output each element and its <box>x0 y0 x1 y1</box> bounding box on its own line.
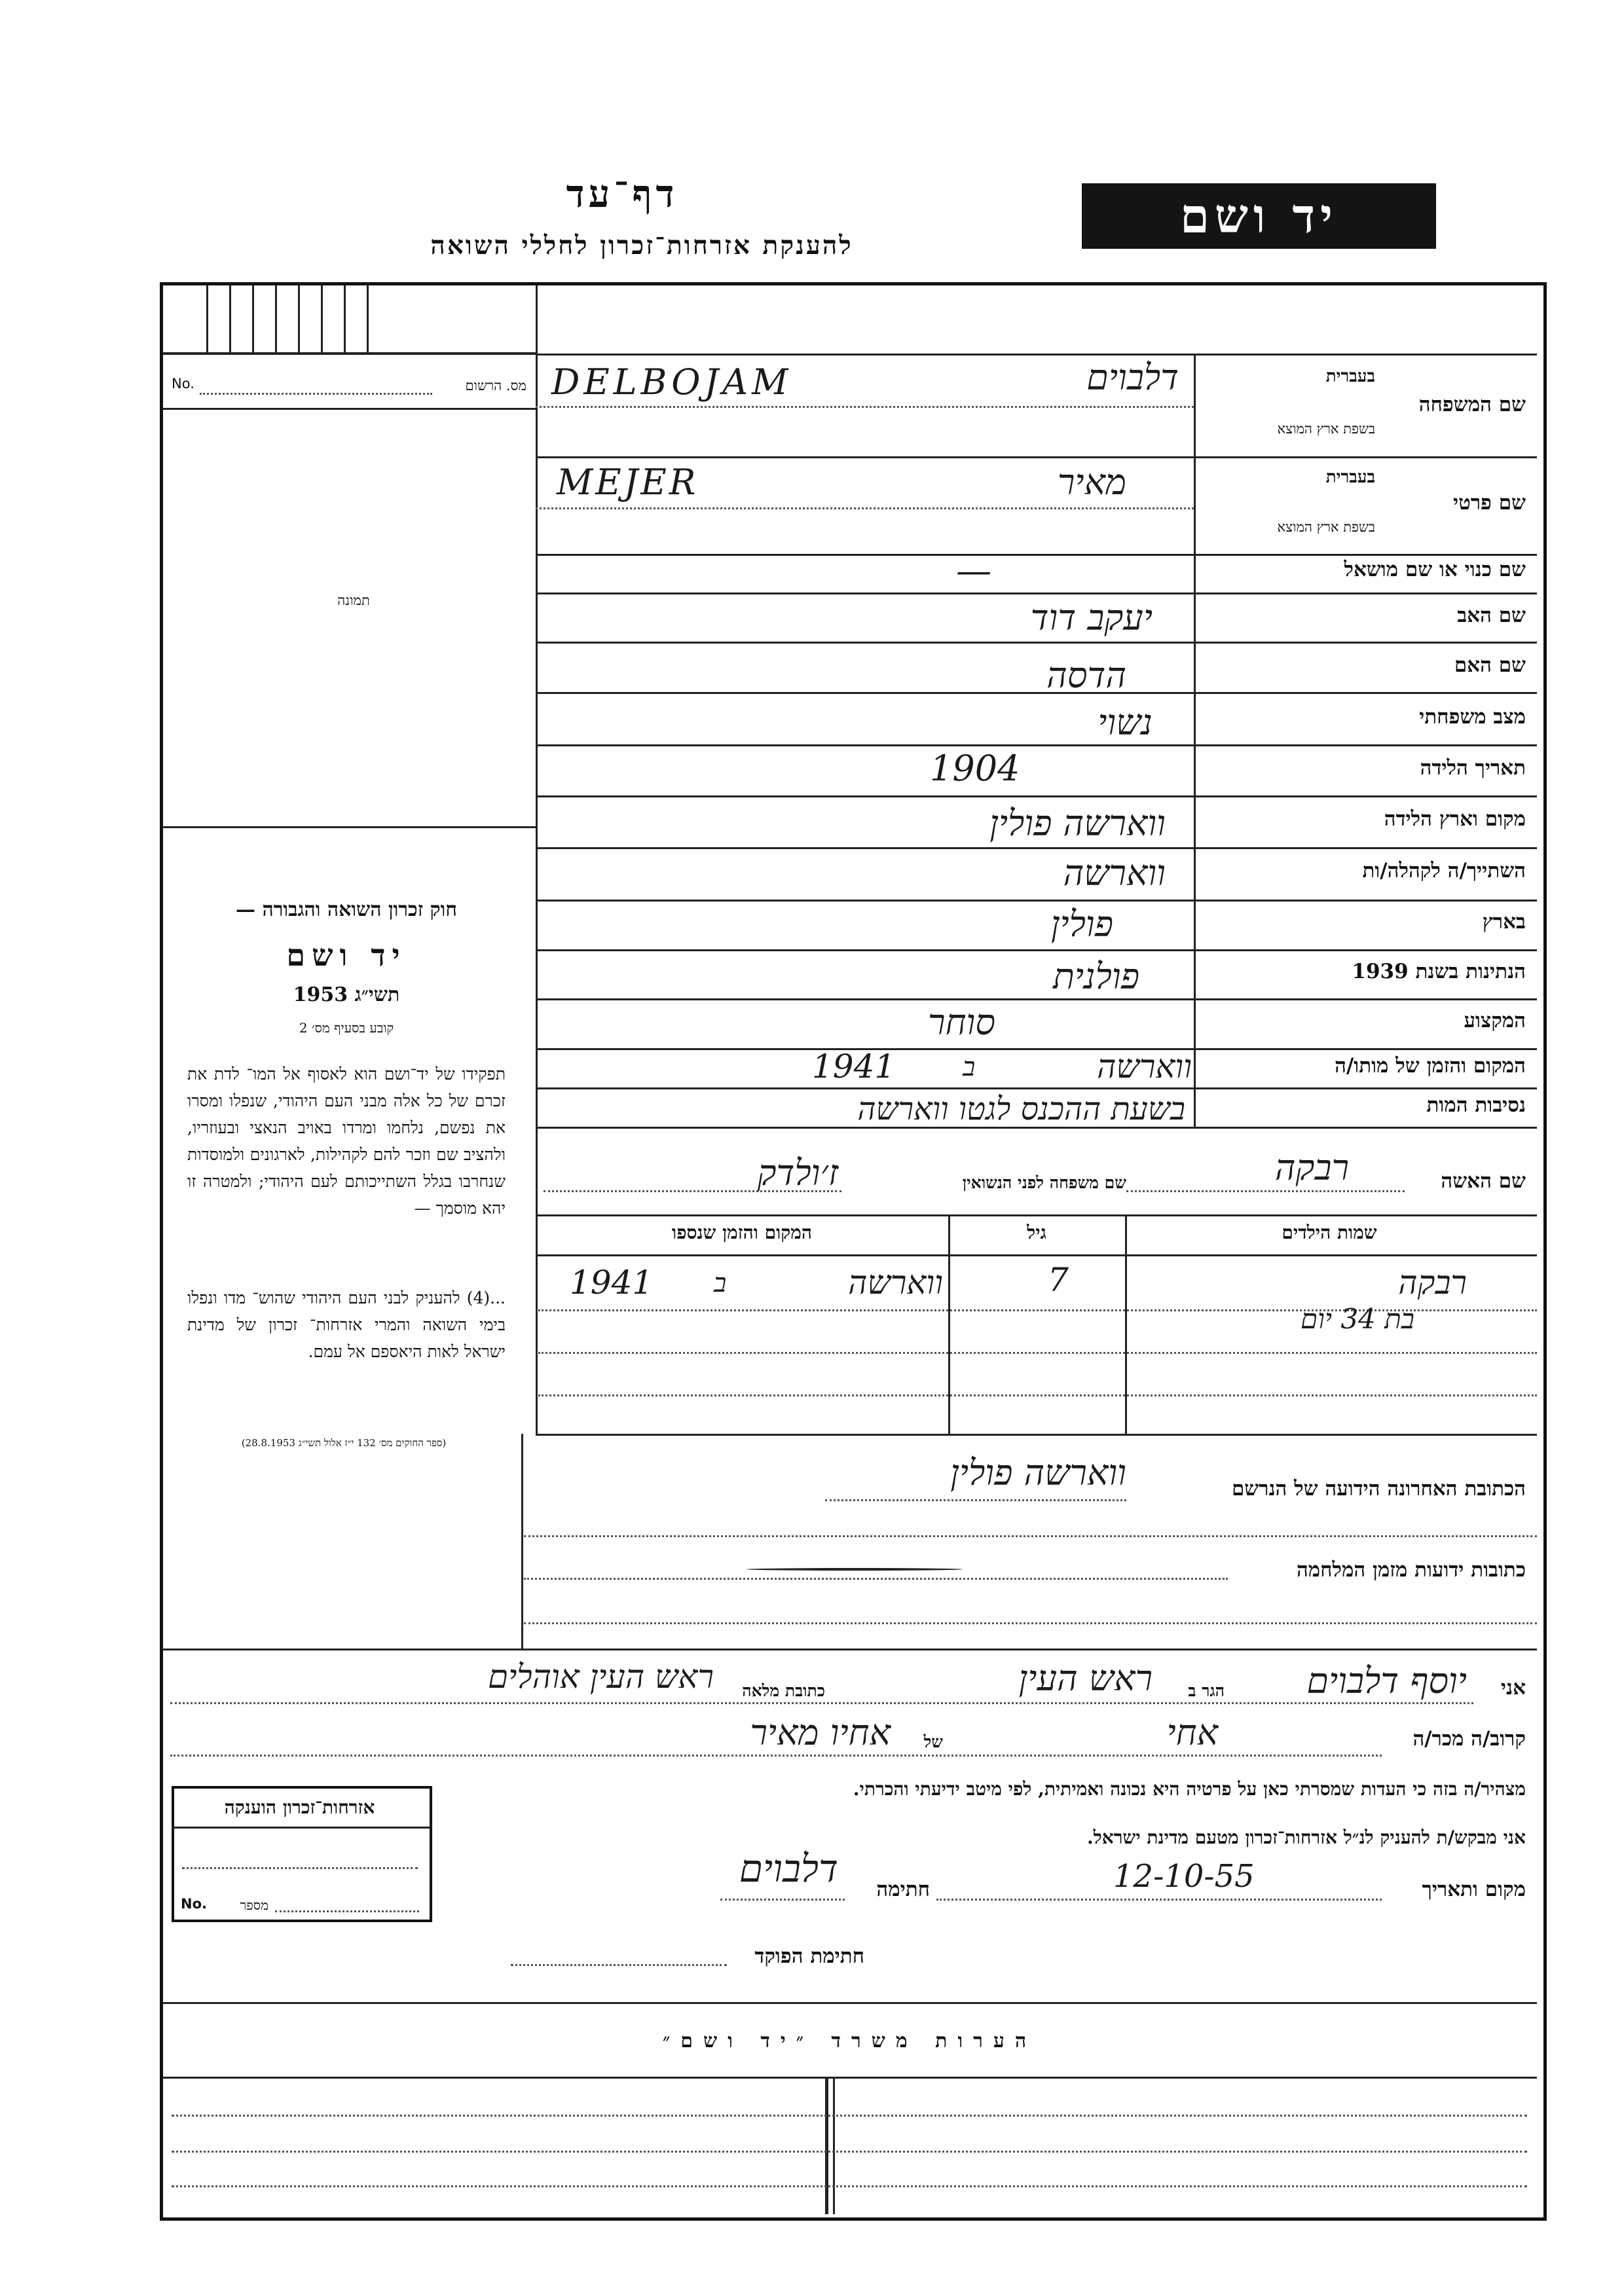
declarant-name-value[interactable]: יוסף דלבוים <box>1306 1660 1467 1702</box>
child-note-value[interactable]: בת 34 יום <box>1301 1303 1414 1335</box>
declarant-address-value[interactable]: ראש העין אוהלים <box>488 1658 714 1696</box>
firstname-hebrew-value[interactable]: מאיר <box>1057 462 1126 503</box>
law-name: יד ושם <box>286 938 407 973</box>
child-place-value[interactable]: ווארשה <box>848 1264 943 1302</box>
death-mark-value[interactable]: ב <box>963 1052 976 1082</box>
surname-sub-origin: בשפת ארץ המוצא <box>1277 421 1375 437</box>
office-notes-title: הערות משרד ״יד ושם״ <box>662 2030 1037 2052</box>
community-value[interactable]: ווארשה <box>1063 852 1166 894</box>
relation-of-label: של <box>923 1732 943 1751</box>
declarant-resides-label: הגר ב <box>1188 1681 1225 1700</box>
officer-signature-label: חתימת הפוקד <box>754 1944 864 1968</box>
death-place-value[interactable]: ווארשה <box>1097 1048 1192 1085</box>
children-names-header: שמות הילדים <box>1282 1222 1377 1243</box>
citizenship-number-label: מספר <box>240 1897 268 1913</box>
child-name-value[interactable]: רבקה <box>1398 1264 1467 1302</box>
firstname-origin-value[interactable]: MEJER <box>557 462 699 503</box>
law-year: תשי״ג 1953 <box>293 983 400 1006</box>
signature-label: חתימה <box>876 1878 930 1901</box>
last-address-label: הכתובת האחרונה הידועה של הנרשם <box>1231 1477 1526 1501</box>
citizenship-box-title: אזרחות־זכרון הוענקה <box>224 1796 375 1818</box>
citizenship-no-label: No. <box>181 1896 207 1912</box>
relation-label: קרוב/ה מכר/ה <box>1412 1727 1526 1751</box>
place-date-label: מקום ותאריך <box>1422 1878 1526 1901</box>
relation-value[interactable]: אחי <box>1166 1712 1218 1753</box>
law-text-clause: ...(4) להעניק לבני העם היהודי שהוש־ מדו ונפלו בימי השואה והמרי אזרחות־ זכרון של מדינת ישראל לאות היאספם אל עמם. <box>187 1288 506 1361</box>
maiden-name-value[interactable]: ז׳ולדק <box>757 1152 838 1194</box>
surname-label: שם המשפחה <box>1418 393 1526 416</box>
declarant-i-label: אני <box>1500 1676 1526 1700</box>
firstname-sub-hebrew: בעברית <box>1325 467 1375 487</box>
law-clause: קובע בסעיף מס׳ 2 <box>299 1020 394 1036</box>
maiden-name-label: שם משפחה לפני הנשואין <box>962 1173 1126 1192</box>
death-year-value[interactable]: 1941 <box>812 1048 896 1085</box>
mother-value[interactable]: הדסה <box>1046 655 1126 696</box>
surname-sub-hebrew: בעברית <box>1325 367 1375 386</box>
wife-label: שם האשה <box>1441 1169 1526 1193</box>
marital-label: מצב משפחתי <box>1419 705 1526 729</box>
child-age-value[interactable]: 7 <box>1048 1261 1069 1299</box>
country-value[interactable]: פולין <box>1050 903 1113 945</box>
registration-no-prefix: No. <box>172 376 194 392</box>
signature-value[interactable]: דלבוים <box>739 1846 838 1891</box>
registration-no-label: מס. הרשום <box>465 378 526 393</box>
war-address-label: כתובות ידועות מזמן המלחמה <box>1296 1558 1526 1582</box>
logo-text: יד ושם <box>1180 188 1338 244</box>
birthdate-label: תאריך הלידה <box>1420 756 1526 780</box>
law-title: חוק זכרון השואה והגבורה — <box>236 898 457 921</box>
marital-value[interactable]: נשוי <box>1098 702 1153 743</box>
law-source: (ספר החוקים מס׳ 132 י״ז אלול תשי״ג 28.8.1953) <box>241 1437 447 1449</box>
request-text: אני מבקש/ת להעניק לנ״ל אזרחות־זכרון מטעם מדינת ישראל. <box>1086 1827 1526 1848</box>
death-cause-label: נסיבות המות <box>1426 1093 1526 1117</box>
nickname-label: שם כנוי או שם מושאל <box>1344 558 1526 581</box>
surname-hebrew-value[interactable]: דלבוים <box>1086 357 1179 398</box>
birthplace-value[interactable]: ווארשה פולין <box>989 803 1166 844</box>
death-place-label: המקום והזמן של מותו/ה <box>1335 1054 1526 1078</box>
citizenship-value[interactable]: פולנית <box>1052 956 1139 997</box>
firstname-sub-origin: בשפת ארץ המוצא <box>1277 519 1375 535</box>
children-age-header: גיל <box>1027 1222 1046 1243</box>
child-year-value[interactable]: 1941 <box>570 1264 654 1302</box>
declarant-address-label: כתובת מלאה <box>742 1681 825 1700</box>
law-text-main: תפקידו של יד־ושם הוא לאסוף אל המו־ לדת את זכרם של כל אלה מבני העם היהודי, שנפלו ומסרו את נפשם, נלחמו ומרדו באויב הנאצי ובעוזריו, ולהציב שם וזכר להם לקהילות, לארגונים ולמוסדות שנחרבו בגלל השתייכותם לעם היהודי; ולמטרה זו יהא מוסמך — <box>187 1065 506 1218</box>
occupation-value[interactable]: סוחר <box>927 1002 995 1043</box>
photo-label: תמונה <box>337 592 370 608</box>
citizenship-label: הנתינות בשנת 1939 <box>1352 960 1526 983</box>
father-label: שם האב <box>1457 604 1526 627</box>
father-value[interactable]: יעקב דוד <box>1030 597 1153 638</box>
occupation-label: המקצוע <box>1464 1009 1526 1032</box>
last-address-value[interactable]: ווארשה פולין <box>950 1452 1126 1493</box>
surname-origin-value[interactable]: DELBOJAM <box>551 361 792 403</box>
mother-label: שם האם <box>1454 653 1526 677</box>
children-place-header: המקום והזמן שנספו <box>672 1222 812 1243</box>
nickname-value[interactable]: — <box>956 550 991 591</box>
firstname-label: שם פרטי <box>1452 491 1526 515</box>
declaration-text: מצהיר/ה בזה כי העדות שמסרתי כאן על פרטיה היא נכונה ואמיתית, לפי מיטב ידיעתי והכרתי. <box>853 1778 1526 1800</box>
place-date-value[interactable]: 12-10-55 <box>1113 1858 1255 1895</box>
death-cause-value[interactable]: בשעת ההכנס לגטו ווארשה <box>857 1091 1185 1127</box>
declarant-city-value[interactable]: ראש העין <box>1018 1658 1153 1699</box>
page-title: דף־עד <box>566 172 678 216</box>
war-address-dash <box>747 1568 963 1571</box>
community-label: השתייך/ה לקהלה/ות <box>1362 859 1526 883</box>
relation-of-value[interactable]: אחיו מאיר <box>750 1712 891 1753</box>
birthplace-label: מקום וארץ הלידה <box>1384 807 1526 831</box>
birthdate-value[interactable]: 1904 <box>930 748 1020 789</box>
wife-value[interactable]: רבקה <box>1274 1147 1349 1188</box>
child-mark-value[interactable]: ב <box>714 1268 727 1298</box>
country-label: בארץ <box>1482 910 1526 934</box>
page-subtitle: להענקת אזרחות־זכרון לחללי השואה <box>430 230 853 261</box>
